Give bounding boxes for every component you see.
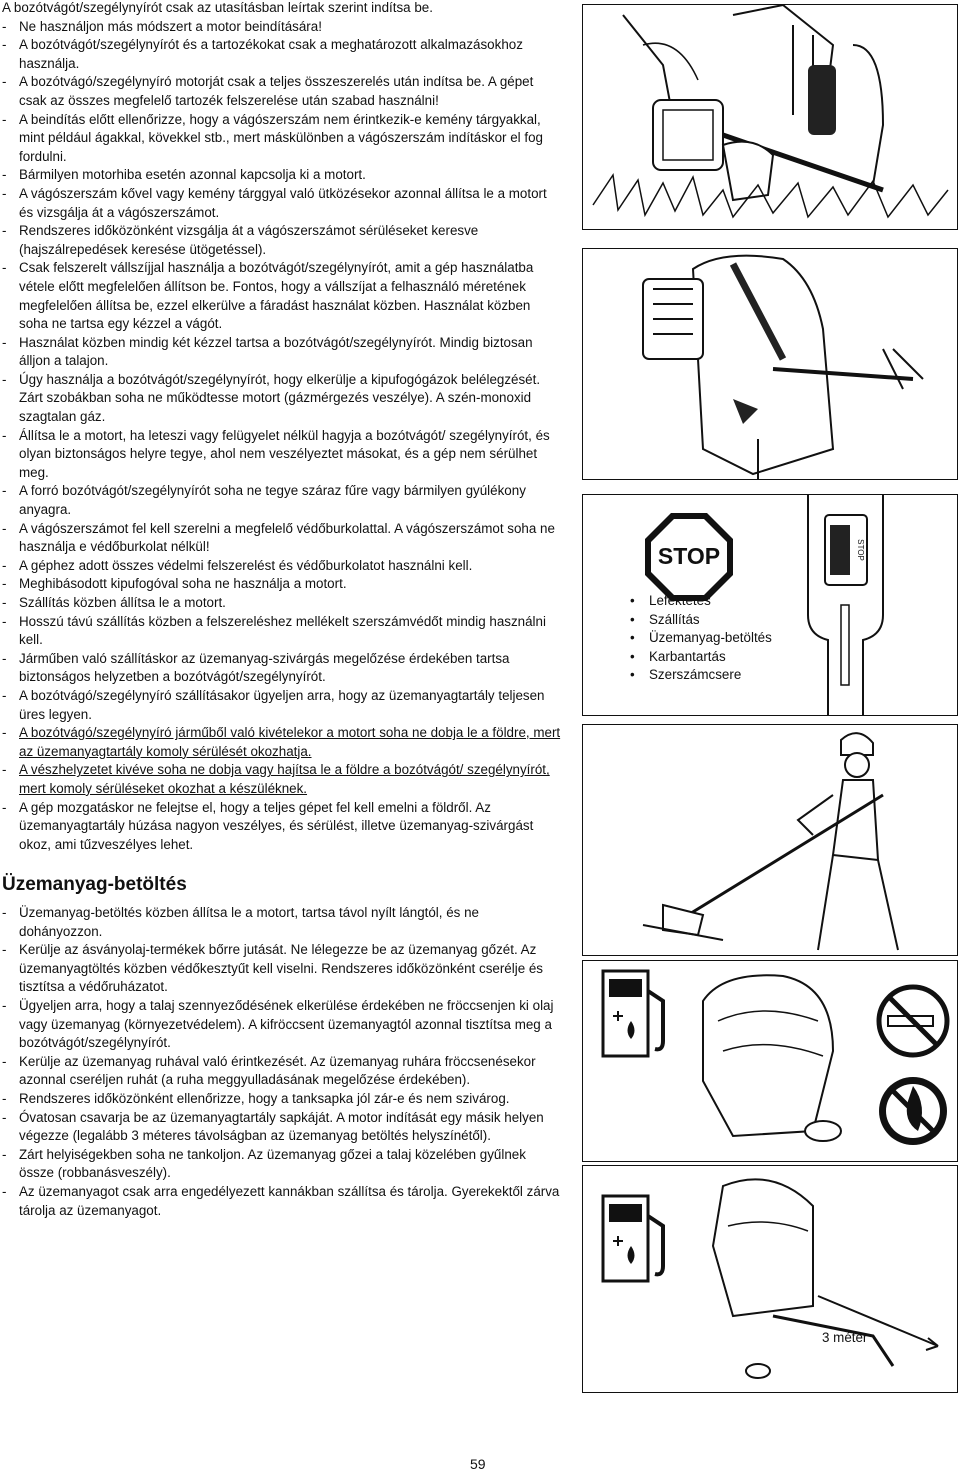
fuel-item-text: Kerülje az üzemanyag ruhával való érintkezését. Az üzemanyag ruhára fröccsenésekor azonnal cseréljen ruhát (a ruha meggyulladásának megelőzése érdekében). xyxy=(19,1053,536,1088)
safety-item: - A bozótvágó/szegélynyíró járműből való kivételekor a motort soha ne dobja le a földre, mert az üzemanyagtartály komoly sérülését okozhatja. xyxy=(2,724,562,761)
stop-situation-item: • Karbantartás xyxy=(630,648,772,667)
fuel-item: - Óvatosan csavarja be az üzemanyagtartály sapkáját. A motor indítását egy másik helyen végezze (legalább 3 méteres távolságban az üzemanyag betöltés helyszínétől). xyxy=(2,1109,562,1146)
safety-item: - A forró bozótvágót/szegélynyírót soha ne tegye száraz fűre vagy bármilyen gyúlékony anyagra. xyxy=(2,482,562,519)
figure-distance xyxy=(582,1165,958,1393)
fuel-item-text: Üzemanyag-betöltés közben állítsa le a motort, tartsa távol nyílt lángtól, és ne dohányozzon. xyxy=(19,905,479,939)
safety-item: - Rendszeres időközönként vizsgálja át a vágószerszámot sérüléseket keresve (hajszálrepedések keresése ütögetéssel). xyxy=(2,222,562,259)
safety-item-text: A beindítás előtt ellenőrizze, hogy a vágószerszám nem érintkezik-e kemény tárgyakkal, mint például ágakkal, kövekkel stb., mert máskülönben a vágószerszám indításkor el fog fordulni. xyxy=(19,111,543,164)
safety-item: - Használat közben mindig két kézzel tartsa a bozótvágót/szegélynyírót. Mindig biztosan álljon a talajon. xyxy=(2,334,562,371)
stop-situation-item: • Lefektetés xyxy=(630,592,772,611)
safety-item-text: A vágószerszám kővel vagy kemény tárggyal való ütközésekor azonnal állítsa le a motort és vizsgálja át a vágószerszámot. xyxy=(19,185,547,220)
safety-item: - A bozótvágó/szegélynyíró motorját csak a teljes összeszerelés után indítsa be. A gépet csak az összes megfelelő tartozék felszerelése után szabad használni! xyxy=(2,73,562,110)
fuel-item-text: Óvatosan csavarja be az üzemanyagtartály sapkáját. A motor indítását egy másik helyen végezze (legalább 3 méteres távolságban az üzemanyag betöltés helyszínétől). xyxy=(19,1109,544,1144)
page-number: 59 xyxy=(470,1456,486,1472)
safety-item: - Bármilyen motorhiba esetén azonnal kapcsolja ki a motort. xyxy=(2,166,562,185)
safety-item-text: A forró bozótvágót/szegélynyírót soha ne tegye száraz fűre vagy bármilyen gyúlékony anyagra. xyxy=(19,483,526,518)
safety-item: - Ne használjon más módszert a motor beindítására! xyxy=(2,18,562,37)
safety-item: - Járműben való szállításkor az üzemanyag-szivárgás megelőzése érdekében tartsa biztonságos helyzetben a bozótvágót/szegélynyírót. xyxy=(2,650,562,687)
stop-situation-item: • Szállítás xyxy=(630,611,772,630)
fuel-item-text: Zárt helyiségekben soha ne tankoljon. Az üzemanyag gőzei a talaj közelében gyűlnek össze (robbanásveszély). xyxy=(19,1146,526,1181)
stop-situation-item: • Szerszámcsere xyxy=(630,666,772,685)
stop-situation-item: • Üzemanyag-betöltés xyxy=(630,629,772,648)
safety-item-text: A géphez adott összes védelmi felszerelést és védőburkolatot használni kell. xyxy=(19,557,473,573)
safety-item: - Állítsa le a motort, ha leteszi vagy felügyelet nélkül hagyja a bozótvágót/ szegélynyírót, és olyan biztonságos helyre tegye, ahol nem veszélyeztet másokat, és a gép nem sérülhet meg. xyxy=(2,427,562,483)
safety-item: - A bozótvágót/szegélynyírót és a tartozékokat csak a meghatározott alkalmazásokhoz használja. xyxy=(2,36,562,73)
safety-item: - A gép mozgatáskor ne felejtse el, hogy a teljes gépet fel kell emelni a földről. Az üzemanyagtartály húzása nagyon veszélyes, és sérülést, illetve üzemanyag-szivárgást okoz, ami tűzveszélyes lehet. xyxy=(2,799,562,855)
safety-item: - A beindítás előtt ellenőrizze, hogy a vágószerszám nem érintkezik-e kemény tárgyakkal, mint például ágakkal, kövekkel stb., mert máskülönben a vágószerszám indításkor el fog fordulni. xyxy=(2,111,562,167)
safety-item-text: A bozótvágót/szegélynyírót csak az utasításban leírtak szerint indítsa be. xyxy=(2,0,433,15)
safety-item: - Csak felszerelt vállszíjjal használja a bozótvágót/szegélynyírót, amit a gép használatba vétele előtt megfelelően állítson be. Fontos, hogy a vállszíjat a felhasználó méretének megfelelően állítsa be, ezzel elkerülve a fáradást használat közben. Használat közben soha ne tartsa egy kézzel a vágót. xyxy=(2,259,562,333)
fuel-pump-icon xyxy=(603,971,663,1056)
fuel-item: - Rendszeres időközönként ellenőrizze, hogy a tanksapka jól zár-e és nem szivárog. xyxy=(2,1090,562,1109)
safety-item: - A géphez adott összes védelmi felszerelést és védőburkolatot használni kell. xyxy=(2,557,562,576)
figure-operator-helmet xyxy=(582,724,958,956)
fuel-item: - Az üzemanyagot csak arra engedélyezett kannákban szállítsa és tárolja. Gyerekektől zárva tárolja az üzemanyagot. xyxy=(2,1183,562,1220)
fuel-item-text: Ügyeljen arra, hogy a talaj szennyeződésének elkerülése érdekében ne fröccsenjen ki olaj vagy üzemanyag (környezetvédelem). A kifröccsent üzemanyagtól azonnal tisztítsa meg a bozótvágót/szegélynyírót. xyxy=(19,997,554,1051)
stop-sign-text: STOP xyxy=(657,543,721,569)
safety-item-text: A bozótvágót/szegélynyírót és a tartozékokat csak a meghatározott alkalmazásokhoz használja. xyxy=(19,37,523,71)
safety-item: - A vészhelyzetet kivéve soha ne dobja vagy hajítsa le a földre a bozótvágót/ szegélynyírót, mert komoly sérüléseket okozhat a készüléknek. xyxy=(2,761,562,798)
fuel-item: - Zárt helyiségekben soha ne tankoljon. Az üzemanyag gőzei a talaj közelében gyűlnek össze (robbanásveszély). xyxy=(2,1146,562,1183)
safety-item-text: Úgy használja a bozótvágót/szegélynyírót, hogy elkerülje a kipufogógázok belélegzését. Zárt szobákban soha ne működtesse motort (gázmérgezés veszélye). A szén-monoxid szagtalan gáz. xyxy=(19,371,541,425)
safety-item-text: Hosszú távú szállítás közben a felszereléshez mellékelt szerszámvédőt mindig használni kell. xyxy=(19,613,546,648)
figure-shoulder-strap xyxy=(582,248,958,480)
fuel-item: - Kerülje az ásványolaj-termékek bőrre jutását. Ne lélegezze be az üzemanyag gőzét. Az üzemanyagtöltés közben védőkesztyűt kell viselni. Rendszeres időközönként cserélje és tisztítsa a védőruházatot. xyxy=(2,941,562,997)
safety-item-text: A bozótvágó/szegélynyíró járműből való kivételekor a motort soha ne dobja le a földre, mert az üzemanyagtartály komoly sérülését okozhatja. xyxy=(19,725,561,759)
figure-starting-engine xyxy=(582,4,958,230)
safety-item-text: Csak felszerelt vállszíjjal használja a bozótvágót/szegélynyírót, amit a gép használatba vétele előtt megfelelően állítson be. Fontos, hogy a vállszíjat a felhasználó méretének megfelelően állítsa be, ezzel elkerülve a fáradást használat közben. Használat közben soha ne tartsa egy kézzel a vágót. xyxy=(19,260,534,332)
safety-item: - Úgy használja a bozótvágót/szegélynyírót, hogy elkerülje a kipufogógázok belélegzését. Zárt szobákban soha ne működtesse motort (gázmérgezés veszélye). A szén-monoxid szagtalan gáz. xyxy=(2,371,562,427)
stop-situations-list xyxy=(630,592,772,685)
safety-item-text: Használat közben mindig két kézzel tartsa a bozótvágót/szegélynyírót. Mindig biztosan álljon a talajon. xyxy=(19,334,533,369)
safety-item: - A bozótvágó/szegélynyíró szállításakor ügyeljen arra, hogy az üzemanyagtartály teljesen üres legyen. xyxy=(2,687,562,724)
safety-item-text: A bozótvágó/szegélynyíró szállításakor ügyeljen arra, hogy az üzemanyagtartály teljesen üres legyen. xyxy=(19,687,545,722)
safety-item-text: Bármilyen motorhiba esetén azonnal kapcsolja ki a motort. xyxy=(19,167,366,183)
safety-item: - Hosszú távú szállítás közben a felszereléshez mellékelt szerszámvédőt mindig használni kell. xyxy=(2,613,562,650)
safety-item-text: Járműben való szállításkor az üzemanyag-szivárgás megelőzése érdekében tartsa biztonságos helyzetben a bozótvágót/szegélynyírót. xyxy=(19,650,510,685)
safety-item-text: A vészhelyzetet kivéve soha ne dobja vagy hajítsa le a földre a bozótvágót/ szegélynyírót, mert komoly sérüléseket okozhat a készüléknek. xyxy=(19,762,550,796)
safety-item: - Meghibásodott kipufogóval soha ne használja a motort. xyxy=(2,575,562,594)
figure-refuelling xyxy=(582,960,958,1162)
safety-item-text: Rendszeres időközönként vizsgálja át a vágószerszámot sérüléseket keresve (hajszálrepedések keresése ütögetéssel). xyxy=(19,223,479,257)
distance-label: 3 méter xyxy=(822,1330,868,1345)
fuel-instructions xyxy=(2,904,562,1220)
no-open-flame-icon xyxy=(879,1077,947,1145)
fuel-section-heading: Üzemanyag-betöltés xyxy=(2,874,187,895)
fuel-item: - Kerülje az üzemanyag ruhával való érintkezését. Az üzemanyag ruhára fröccsenésekor azonnal cseréljen ruhát (a ruha meggyulladásának megelőzése érdekében). xyxy=(2,1053,562,1090)
safety-item-text: Állítsa le a motort, ha leteszi vagy felügyelet nélkül hagyja a bozótvágót/ szegélynyírót, és olyan biztonságos helyre tegye, ahol nem veszélyeztet másokat, és a gép nem sérülhet meg. xyxy=(19,427,550,480)
no-smoking-icon xyxy=(879,987,947,1055)
stop-switch-text: STOP xyxy=(856,539,865,561)
safety-item: - A vágószerszámot fel kell szerelni a megfelelő védőburkolattal. A vágószerszámot soha ne használja e védőburkolat nélkül! xyxy=(2,520,562,557)
fuel-item-text: Rendszeres időközönként ellenőrizze, hogy a tanksapka jól zár-e és nem szivárog. xyxy=(19,1090,510,1106)
safety-item-text: A gép mozgatáskor ne felejtse el, hogy a teljes gépet fel kell emelni a földről. Az üzemanyagtartály húzása nagyon veszélyes, és sérülést, illetve üzemanyag-szivárgást okoz, ami tűzveszélyes lehet. xyxy=(19,799,534,852)
safety-item-text: Szállítás közben állítsa le a motort. xyxy=(19,595,226,610)
safety-instructions xyxy=(2,0,562,854)
safety-item-text: A bozótvágó/szegélynyíró motorját csak a teljes összeszerelés után indítsa be. A gépet csak az összes megfelelő tartozék felszerelése után szabad használni! xyxy=(19,74,534,108)
fuel-item-text: Az üzemanyagot csak arra engedélyezett kannákban szállítsa és tárolja. Gyerekektől zárva tárolja az üzemanyagot. xyxy=(19,1183,560,1218)
safety-item-text: Ne használjon más módszert a motor beindítására! xyxy=(19,18,322,34)
safety-item: - Szállítás közben állítsa le a motort. xyxy=(2,594,562,613)
safety-item-text: A vágószerszámot fel kell szerelni a megfelelő védőburkolattal. A vágószerszámot soha ne használja e védőburkolat nélkül! xyxy=(19,520,555,555)
safety-item-text: Meghibásodott kipufogóval soha ne használja a motort. xyxy=(19,576,347,592)
fuel-item: - Üzemanyag-betöltés közben állítsa le a motort, tartsa távol nyílt lángtól, és ne dohányozzon. xyxy=(2,904,562,941)
safety-item xyxy=(2,0,562,18)
fuel-item: - Ügyeljen arra, hogy a talaj szennyeződésének elkerülése érdekében ne fröccsenjen ki olaj vagy üzemanyag (környezetvédelem). A kifröccsent üzemanyagtól azonnal tisztítsa meg a bozótvágót/szegélynyírót. xyxy=(2,997,562,1053)
safety-item: - A vágószerszám kővel vagy kemény tárggyal való ütközésekor azonnal állítsa le a motort és vizsgálja át a vágószerszámot. xyxy=(2,185,562,222)
fuel-pump-icon-2 xyxy=(603,1196,663,1281)
fuel-item-text: Kerülje az ásványolaj-termékek bőrre jutását. Ne lélegezze be az üzemanyag gőzét. Az üzemanyagtöltés közben védőkesztyűt kell viselni. Rendszeres időközönként cserélje és tisztítsa a védőruházatot. xyxy=(19,942,544,995)
